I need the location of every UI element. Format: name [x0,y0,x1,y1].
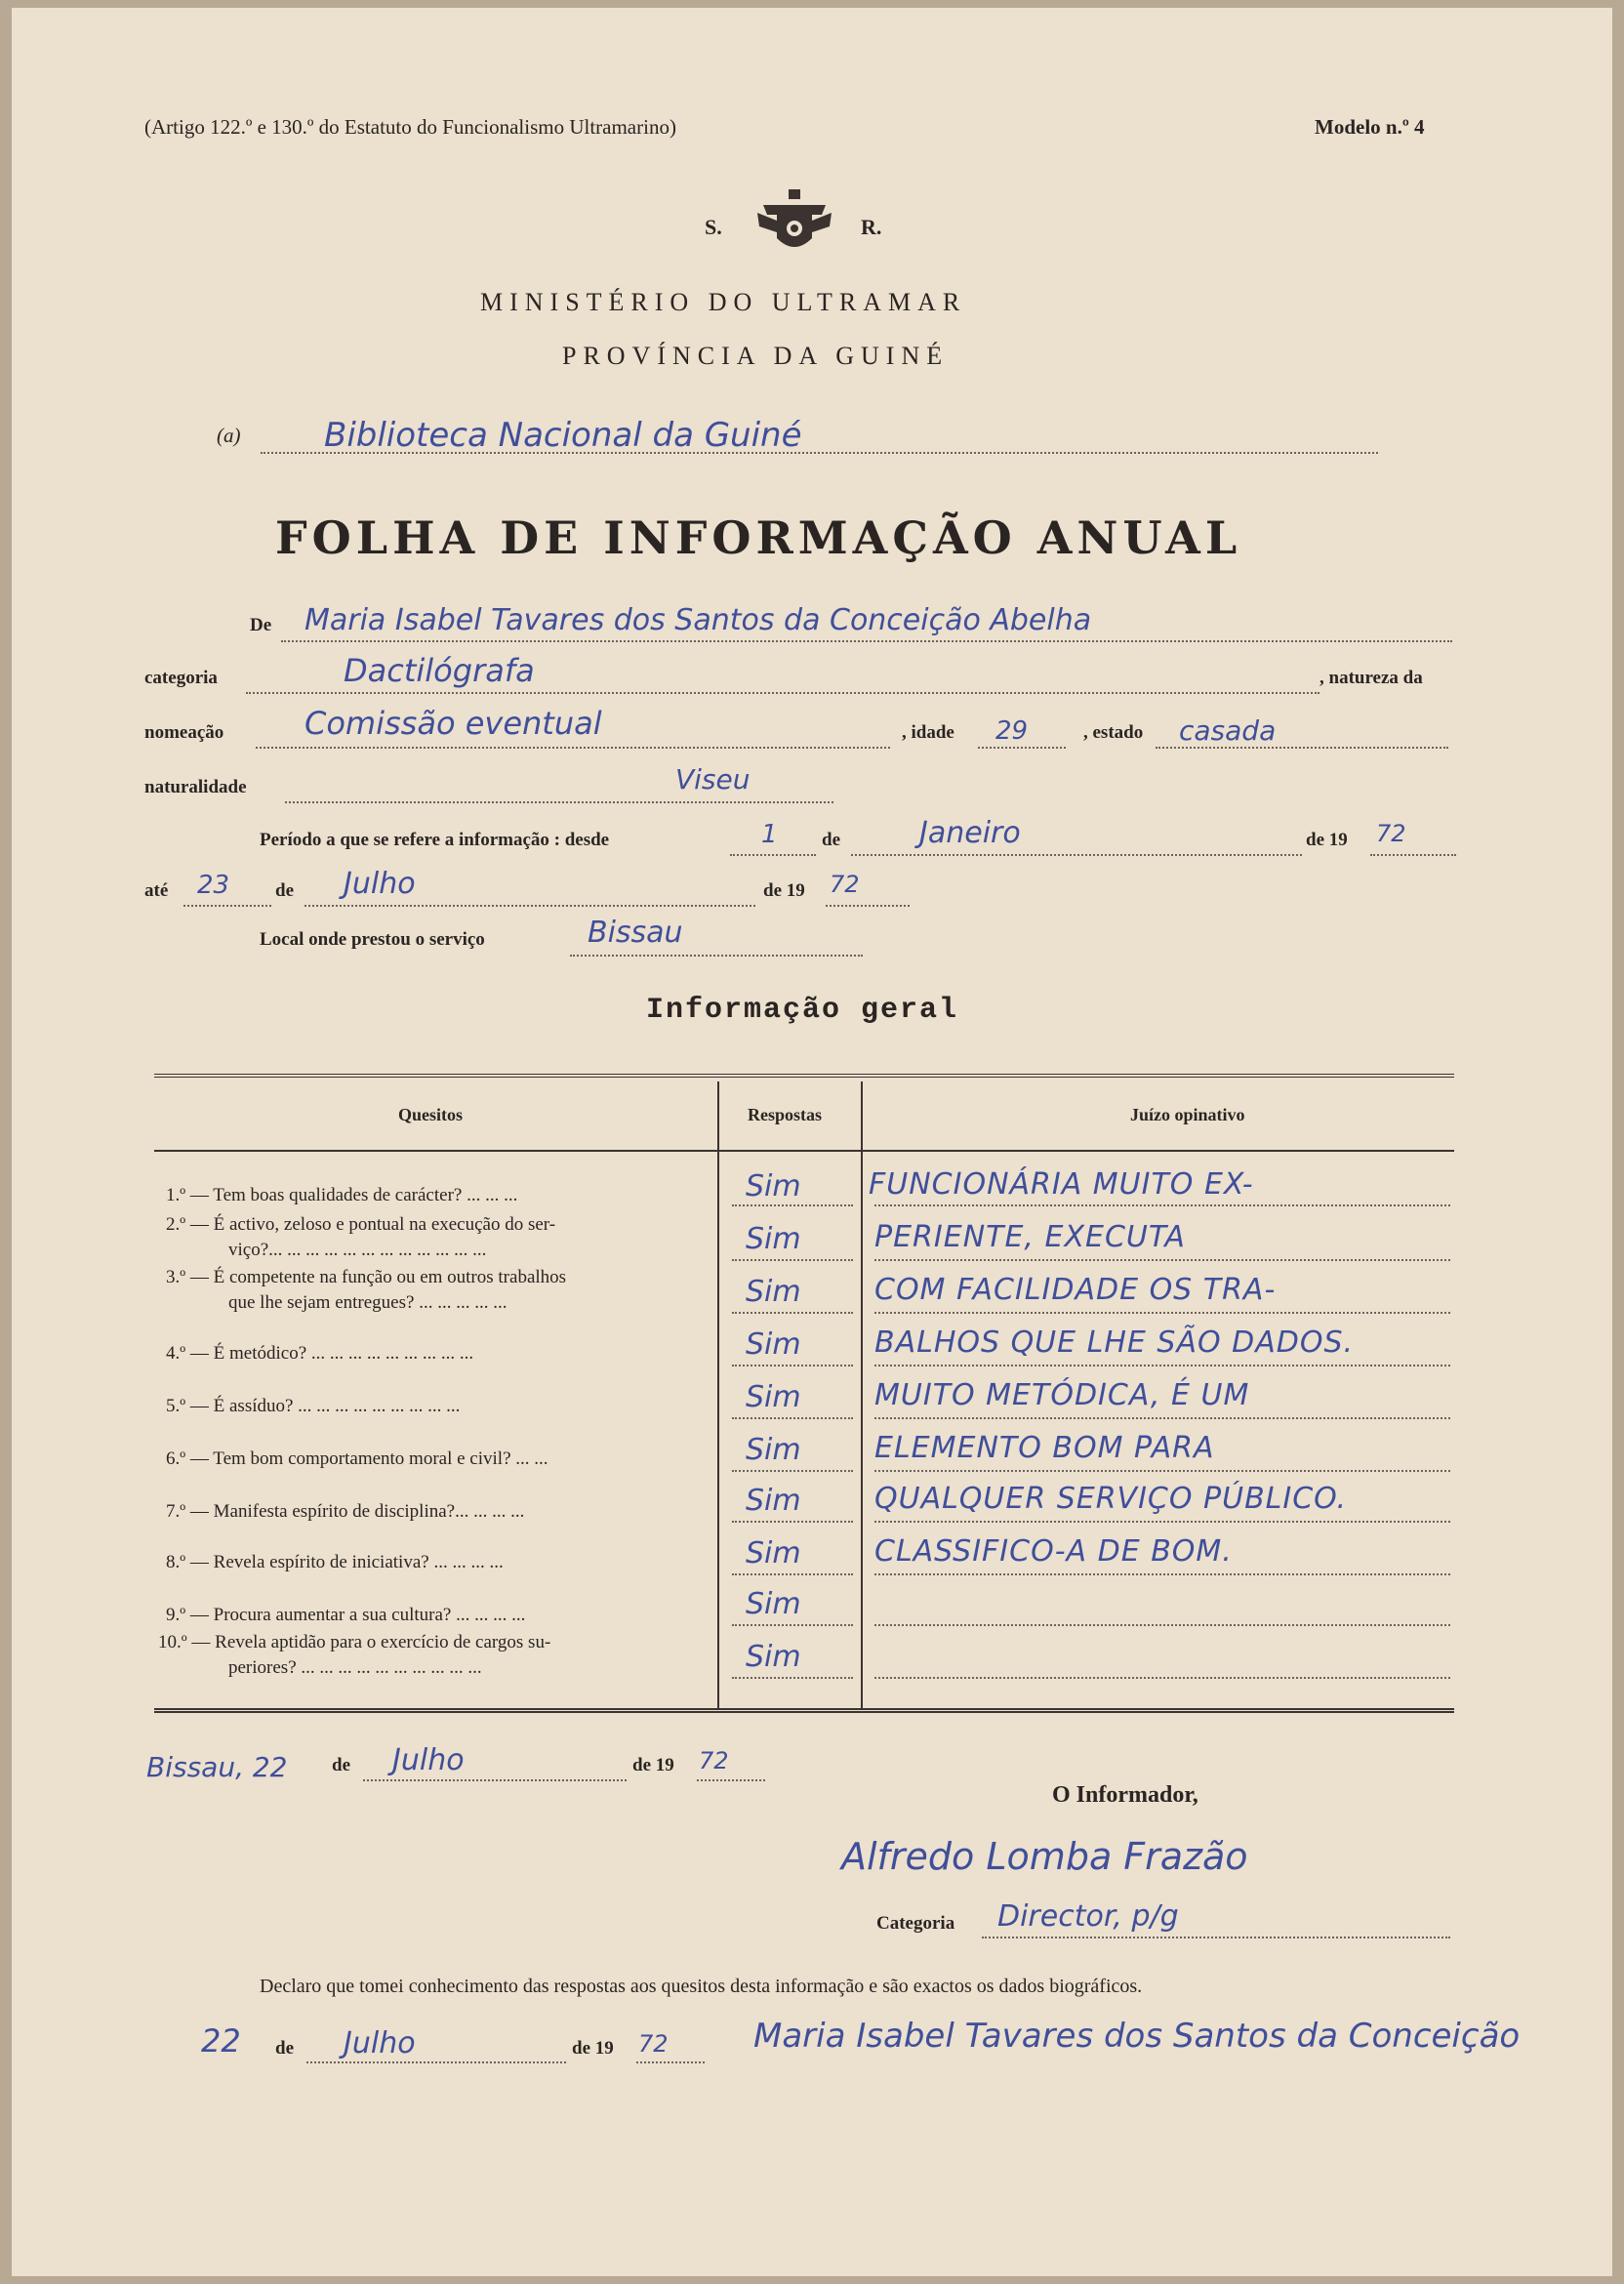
categoria-label: categoria [144,668,218,688]
answer-9: Sim [746,1587,801,1621]
seal-letter-r: R. [861,215,882,239]
col-quesitos: Quesitos [398,1105,464,1124]
informador-categoria-label: Categoria [876,1913,955,1934]
institution-marker: (a) [217,424,241,447]
periodo-desde-mes: Janeiro [919,816,1021,850]
periodo-label: Período a que se refere a informação : desde [260,830,610,850]
idade-label: , idade [902,722,954,743]
naturalidade-label: naturalidade [144,777,247,797]
opinion-line-3: COM FACILIDADE OS TRA- [874,1273,1277,1307]
informador-label: O Informador, [1052,1782,1198,1808]
question-8: 8.º — Revela espírito de iniciativa? ... ... ... ... [166,1552,504,1572]
informador-signature: Alfredo Lomba Frazão [841,1835,1248,1878]
answer-8: Sim [746,1536,801,1570]
de-label: De [250,615,272,635]
seal-letter-s: S. [705,215,722,239]
periodo-ano-label: de 19 [1306,830,1348,850]
date-month: Julho [392,1743,465,1777]
answer-5: Sim [746,1380,801,1414]
estado-label: , estado [1083,722,1144,743]
ack-month: Julho [344,2026,416,2060]
ministry-name: MINISTÉRIO DO ULTRAMAR [480,288,967,316]
declaration-text: Declaro que tomei conhecimento das respostas aos quesitos desta informação e são exactos os dados biográficos. [260,1976,1143,1997]
ack-year: 72 [638,2030,669,2058]
ate-label: até [144,880,169,901]
naturalidade-value: Viseu [675,763,751,795]
categoria-value: Dactilógrafa [344,652,535,689]
natureza-label: , natureza da [1320,668,1423,688]
question-10a: 10.º — Revela aptidão para o exercício de cargos su- [158,1632,551,1652]
local-value: Bissau [588,916,683,950]
answer-4: Sim [746,1327,801,1362]
ate-de-label: de [275,880,294,901]
employee-name: Maria Isabel Tavares dos Santos da Conceição Abelha [304,603,1092,637]
employee-signature: Maria Isabel Tavares dos Santos da Conceição [753,2017,1521,2056]
coat-of-arms-icon [753,184,835,262]
question-9: 9.º — Procura aumentar a sua cultura? ... ... ... ... [166,1605,526,1625]
question-2a: 2.º — É activo, zeloso e pontual na execução do ser- [166,1214,556,1235]
informador-categoria-value: Director, p/g [997,1899,1179,1934]
section-title: Informação geral [646,994,959,1027]
opinion-line-4: BALHOS QUE LHE SÃO DADOS. [874,1326,1355,1360]
answer-10: Sim [746,1640,801,1674]
model-number: Modelo n.º 4 [1315,115,1425,139]
date-place-day: Bissau, 22 [146,1751,288,1783]
estado-value: casada [1179,714,1277,747]
institution-handwritten: Biblioteca Nacional da Guiné [324,416,802,455]
periodo-de-label: de [822,830,840,850]
ate-mes: Julho [344,867,416,901]
ack-de-label: de [275,2038,294,2059]
answer-7: Sim [746,1484,801,1518]
province-name: PROVÍNCIA DA GUINÉ [562,342,950,370]
legal-reference: (Artigo 122.º e 130.º do Estatuto do Funcionalismo Ultramarino) [144,115,676,139]
idade-value: 29 [995,716,1029,746]
answer-1: Sim [746,1169,801,1203]
opinion-line-6: ELEMENTO BOM PARA [874,1431,1215,1465]
question-7: 7.º — Manifesta espírito de disciplina?... ... ... ... [166,1501,525,1522]
question-2b: viço?... ... ... ... ... ... ... ... ... ... ... ... [228,1240,487,1260]
question-6: 6.º — Tem bom comportamento moral e civil? ... ... [166,1448,548,1469]
answer-6: Sim [746,1433,801,1467]
opinion-line-1: FUNCIONÁRIA MUITO EX- [869,1167,1254,1202]
date-year-label: de 19 [632,1755,674,1775]
question-3a: 3.º — É competente na função ou em outros trabalhos [166,1267,567,1287]
answer-2: Sim [746,1222,801,1256]
question-3b: que lhe sejam entregues? ... ... ... ... ... [228,1292,508,1313]
opinion-line-8: CLASSIFICO-A DE BOM. [874,1534,1233,1569]
col-respostas: Respostas [748,1105,823,1124]
nomeacao-label: nomeação [144,722,224,743]
periodo-desde-ano: 72 [1376,820,1406,847]
opinion-line-7: QUALQUER SERVIÇO PÚBLICO. [874,1482,1348,1516]
col-juizo: Juízo opinativo [1130,1105,1245,1124]
question-10b: periores? ... ... ... ... ... ... ... ... ... ... [228,1657,482,1678]
ate-ano-label: de 19 [763,880,805,901]
ack-day: 22 [201,2022,241,2060]
question-4: 4.º — É metódico? ... ... ... ... ... ... ... ... ... [166,1343,474,1364]
document-page [12,8,1612,2276]
opinion-line-2: PERIENTE, EXECUTA [874,1220,1186,1254]
date-de-label: de [332,1755,350,1775]
nomeacao-value: Comissão eventual [304,705,602,742]
form-title: FOLHA DE INFORMAÇÃO ANUAL [275,511,1242,564]
periodo-desde-dia: 1 [761,820,778,849]
ate-ano: 72 [830,871,860,898]
ack-year-label: de 19 [572,2038,614,2059]
date-year: 72 [699,1747,729,1774]
question-1: 1.º — Tem boas qualidades de carácter? ... ... ... [166,1185,518,1205]
local-label: Local onde prestou o serviço [260,929,485,950]
answer-3: Sim [746,1275,801,1309]
question-5: 5.º — É assíduo? ... ... ... ... ... ... ... ... ... [166,1396,461,1416]
opinion-line-5: MUITO METÓDICA, É UM [874,1378,1250,1412]
ate-dia: 23 [197,871,230,900]
